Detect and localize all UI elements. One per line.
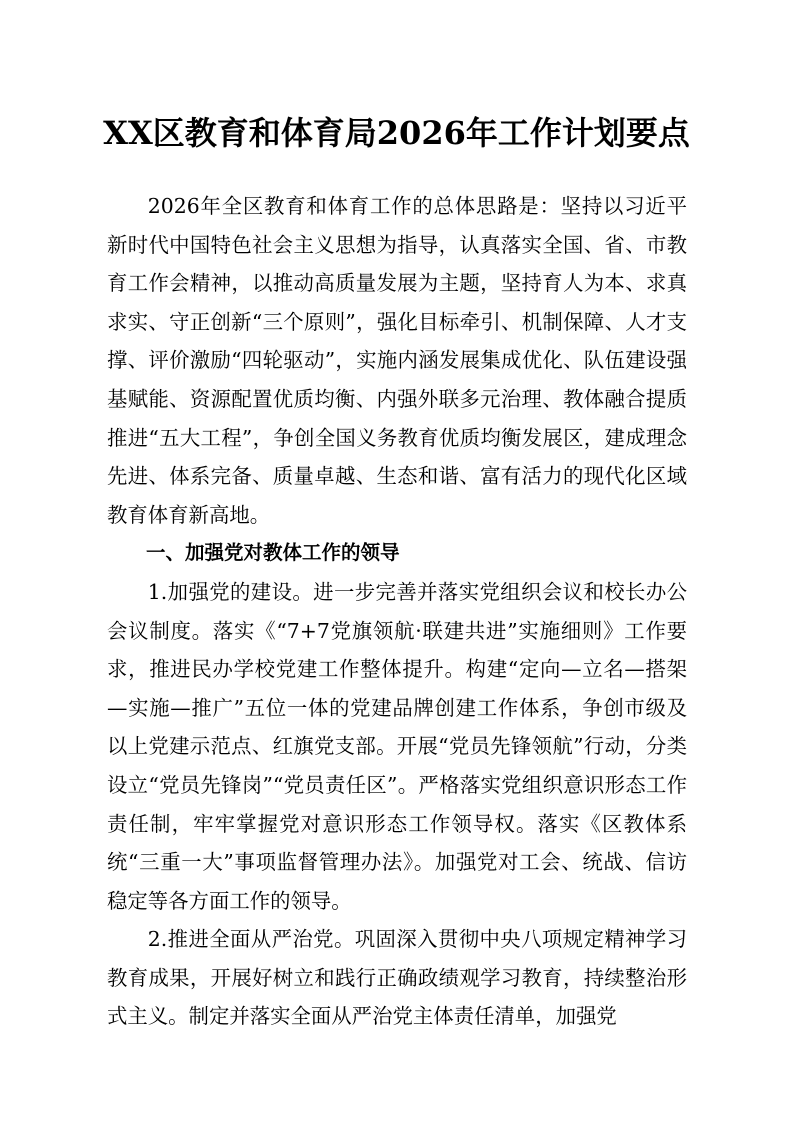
item-paragraph-2: 2.推进全面从严治党。巩固深入贯彻中央八项规定精神学习教育成果，开展好树立和践行正确政绩观学习教育，持续整治形式主义。制定并落实全面从严治党主体责任清单，加强党 (107, 927, 687, 1029)
section-heading-1: 一、加强党对教体工作的领导 (146, 541, 400, 565)
document-body (107, 187, 687, 1036)
document-title: XX区教育和体育局2026年工作计划要点 (103, 114, 690, 152)
item-paragraph-1: 1.加强党的建设。进一步完善并落实党组织会议和校长办公会议制度。落实《“7+7党旗领航·联建共进”实施细则》工作要求，推进民办学校党建工作整体提升。构建“定向—立名—搭架—实施—推广”五位一体的党建品牌创建工作体系，争创市级及以上党建示范点、红旗党支部。开展“党员先锋领航”行动，分类设立“党员先锋岗”“党员责任区”。严格落实党组织意识形态工作责任制，牢牢掌握党对意识形态工作领导权。落实《区教体系统“三重一大”事项监督管理办法》。加强党对工会、统战、信访稳定等各方面工作的领导。 (107, 579, 687, 913)
intro-paragraph: 2026年全区教育和体育工作的总体思路是：坚持以习近平新时代中国特色社会主义思想为指导，认真落实全国、省、市教育工作会精神，以推动高质量发展为主题，坚持育人为本、求真求实、守正创新“三个原则”，强化目标牵引、机制保障、人才支撑、评价激励“四轮驱动”，实施内涵发展集成优化、队伍建设强基赋能、资源配置优质均衡、内强外联多元治理、教体融合提质推进“五大工程”，争创全国义务教育优质均衡发展区，建成理念先进、体系完备、质量卓越、生态和谐、富有活力的现代化区域教育体育新高地。 (107, 194, 687, 527)
